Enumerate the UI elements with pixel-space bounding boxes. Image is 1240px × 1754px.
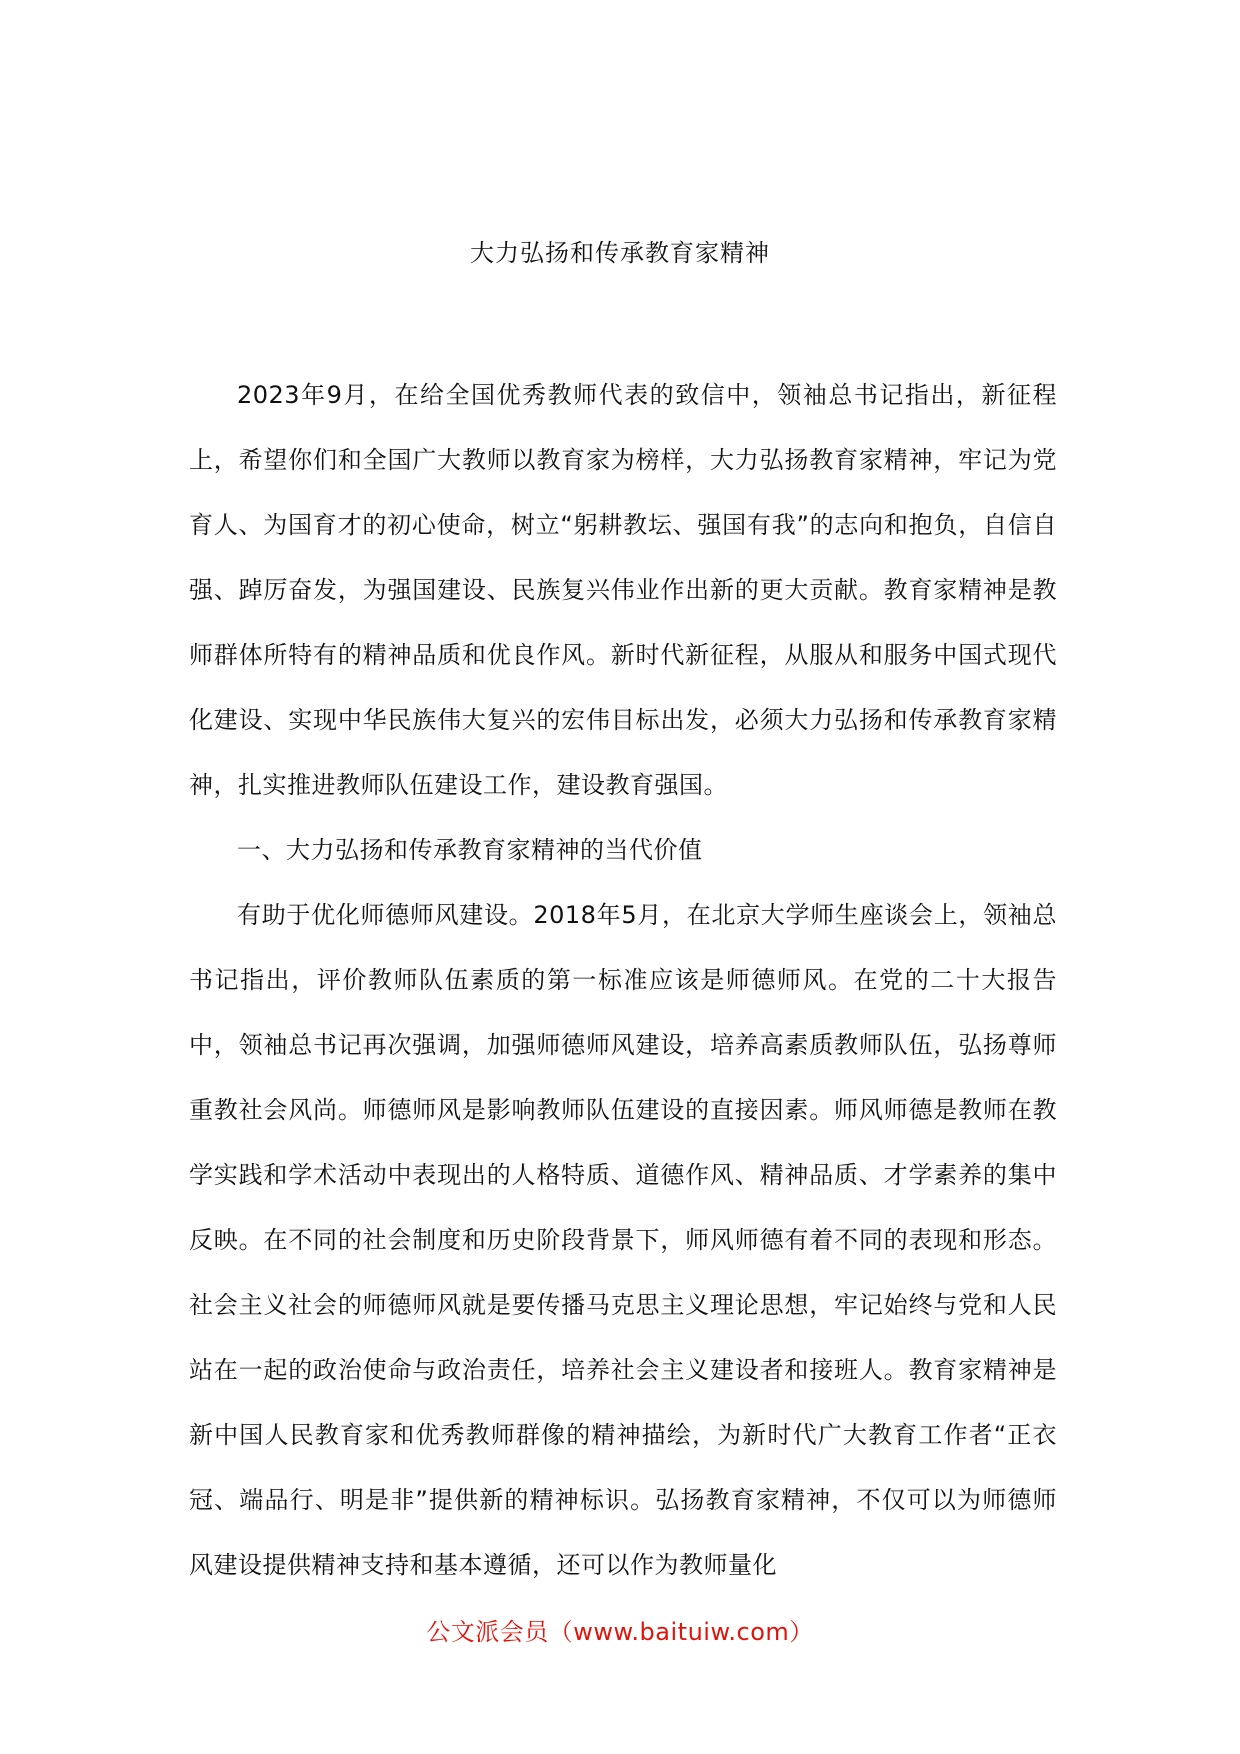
document-body — [189, 363, 1057, 1598]
document-title: 大力弘扬和传承教育家精神 — [470, 239, 770, 267]
footer-watermark-link[interactable]: 公文派会员（www.baituiw.com） — [426, 1618, 814, 1646]
section-heading-1: 一、大力弘扬和传承教育家精神的当代价值 — [237, 836, 703, 864]
paragraph-intro: 2023年9月，在给全国优秀教师代表的致信中，领袖总书记指出，新征程上，希望你们和全国广大教师以教育家为榜样，大力弘扬教育家精神，牢记为党育人、为国育才的初心使命，树立“躬耕教坛、强国有我”的志向和抱负，自信自强、踔厉奋发，为强国建设、民族复兴伟业作出新的更大贡献。教育家精神是教师群体所特有的精神品质和优良作风。新时代新征程，从服从和服务中国式现代化建设、实现中华民族伟大复兴的宏伟目标出发，必须大力弘扬和传承教育家精神，扎实推进教师队伍建设工作，建设教育强国。 — [189, 381, 1057, 799]
paragraph-teacher-ethics: 有助于优化师德师风建设。2018年5月，在北京大学师生座谈会上，领袖总书记指出，评价教师队伍素质的第一标准应该是师德师风。在党的二十大报告中，领袖总书记再次强调，加强师德师风建设，培养高素质教师队伍，弘扬尊师重教社会风尚。师德师风是影响教师队伍建设的直接因素。师风师德是教师在教学实践和学术活动中表现出的人格特质、道德作风、精神品质、才学素养的集中反映。在不同的社会制度和历史阶段背景下，师风师德有着不同的表现和形态。社会主义社会的师德师风就是要传播马克思主义理论思想，牢记始终与党和人民站在一起的政治使命与政治责任，培养社会主义建设者和接班人。教育家精神是新中国人民教育家和优秀教师群像的精神描绘，为新时代广大教育工作者“正衣冠、端品行、明是非”提供新的精神标识。弘扬教育家精神，不仅可以为师德师风建设提供精神支持和基本遵循，还可以作为教师量化 — [189, 901, 1057, 1579]
